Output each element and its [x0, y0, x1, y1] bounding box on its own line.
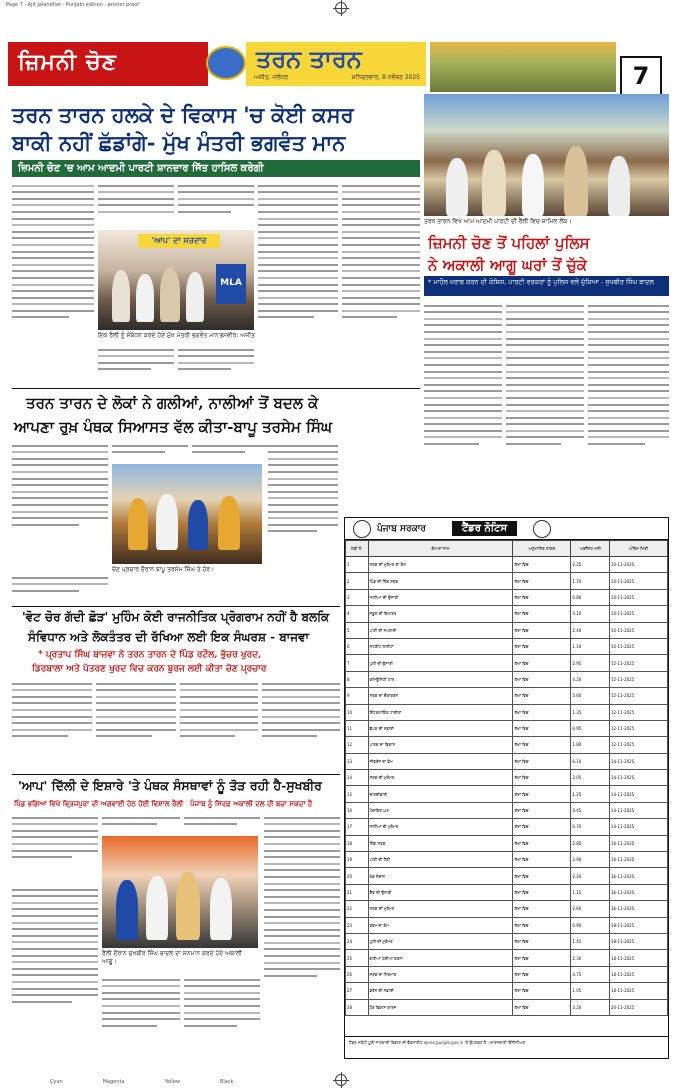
- table-cell: ਚਾਰਦੀਵਾਰੀ: [368, 786, 513, 802]
- table-cell: ਲੱਖਾਂ ਵਿਚ: [513, 884, 571, 900]
- column-header: ਲੜੀ ਨੰ.: [346, 541, 369, 557]
- table-row: [346, 688, 668, 704]
- table-cell: 18-11-2025: [610, 983, 668, 999]
- table-cell: ਪਾਰਕ ਦਾ ਵਿਕਾਸ: [368, 737, 513, 753]
- table-cell: 12-11-2025: [610, 655, 668, 671]
- lead-body-column: [12, 180, 94, 386]
- color-bar-label: Magenta: [102, 1079, 125, 1085]
- table-row: [346, 933, 668, 949]
- table-cell: ਇੰਟਰਲਾਕਿੰਗ ਟਾਈਲਾਂ: [368, 704, 513, 720]
- table-row: [346, 868, 668, 884]
- table-cell: 4.20: [571, 671, 610, 687]
- table-cell: ਲੱਖਾਂ ਵਿਚ: [513, 901, 571, 917]
- table-cell: 7: [346, 655, 369, 671]
- table-cell: ਹੋਰ ਵਿਕਾਸ ਕਾਰਜ: [368, 999, 513, 1015]
- table-cell: 10-11-2025: [610, 622, 668, 638]
- tender-footer: ਟੈਂਡਰ ਸਬੰਧੀ ਪੂਰੀ ਜਾਣਕਾਰੀ ਵਿਭਾਗ ਦੀ ਵੈੱਬਸਾਈਟ eproc.punjab.gov.in 'ਤੇ ਉਪਲਬਧ ਹੈ। ਕਾਰਜਕਾਰੀ ਇੰਜੀਨੀਅਰ: [345, 1036, 668, 1058]
- table-cell: 14-11-2025: [610, 753, 668, 769]
- section-title: ਜ਼ਿਮਨੀ ਚੋਣ: [8, 42, 208, 86]
- table-cell: 6.10: [571, 753, 610, 769]
- table-cell: ਲੱਖਾਂ ਵਿਚ: [513, 868, 571, 884]
- table-cell: 1.05: [571, 983, 610, 999]
- column-header: ਕੰਮ ਦਾ ਨਾਮ: [368, 541, 513, 557]
- table-cell: ਪੰਚਾਇਤ ਘਰ: [368, 802, 513, 818]
- photo-credit: ਤਸਵੀਰ: ਅਜੀਤ: [219, 332, 255, 339]
- table-cell: ਲਿੰਕ ਸੜਕ: [368, 835, 513, 851]
- table-row: [346, 704, 668, 720]
- table-cell: 12-11-2025: [610, 737, 668, 753]
- table-cell: ਲੱਖਾਂ ਵਿਚ: [513, 852, 571, 868]
- story-subhead: ਡਿਰਬਾਲਾ ਅਤੇ ਪੱਤਰਣ ਖੁਰਦ ਵਿਚ ਕਰਨ ਬੁਰਜ ਲਈ ਕੀਤਾ ਚੋਣ ਪ੍ਰਚਾਰ: [32, 664, 267, 674]
- table-cell: 8: [346, 671, 369, 687]
- story-body-column: [268, 440, 338, 576]
- lead-body-column: [98, 344, 174, 386]
- table-cell: ਪਾਣੀ ਦੀ ਟੈਂਕੀ: [368, 852, 513, 868]
- table-cell: ਖੇਡ ਮੈਦਾਨ: [368, 868, 513, 884]
- table-cell: ਸਟਰੀਟ ਲਾਈਟਾਂ: [368, 638, 513, 654]
- table-cell: ਸੜਕ ਦਾ ਚੌੜਾਕਰਨ: [368, 688, 513, 704]
- table-cell: ਲੱਖਾਂ ਵਿਚ: [513, 770, 571, 786]
- table-cell: 12-11-2025: [610, 671, 668, 687]
- table-cell: 14-11-2025: [610, 770, 668, 786]
- table-cell: 0.90: [571, 917, 610, 933]
- table-cell: 2.30: [571, 950, 610, 966]
- table-cell: 6: [346, 638, 369, 654]
- table-cell: 1.25: [571, 786, 610, 802]
- story-body-column: [424, 300, 502, 510]
- table-cell: ਲੱਖਾਂ ਵਿਚ: [513, 966, 571, 982]
- table-row: [346, 770, 668, 786]
- photo-caption: ਤਰਨ ਤਾਰਨ ਵਿਖੇ ਆਮ ਆਦਮੀ ਪਾਰਟੀ ਦੀ ਰੈਲੀ ਵਿਚ ਸ਼ਾਮਿਲ ਲੋਕ।: [424, 218, 572, 225]
- print-footer: [0, 1076, 677, 1089]
- story-headline: ਆਪਣਾ ਰੁਖ਼ ਪੰਥਕ ਸਿਆਸਤ ਵੱਲ ਕੀਤਾ-ਬਾਪੂ ਤਰਸੇਮ ਸਿੰਘ: [14, 418, 333, 436]
- story-body-column: [12, 678, 92, 770]
- masthead-title: ਤਰਨ ਤਾਰਨ: [256, 44, 362, 73]
- table-row: [346, 606, 668, 622]
- table-cell: ਪਾਣੀ ਦੀ ਸਪਲਾਈ: [368, 622, 513, 638]
- table-cell: ਸੜਕ ਦੀ ਮੁਰੰਮਤ: [368, 901, 513, 917]
- table-cell: 12-11-2025: [610, 704, 668, 720]
- story-body-column: [506, 300, 584, 510]
- table-cell: 14-11-2025: [610, 819, 668, 835]
- table-cell: ਲੱਖਾਂ ਵਿਚ: [513, 819, 571, 835]
- table-cell: 22: [346, 901, 369, 917]
- table-cell: 10: [346, 704, 369, 720]
- table-cell: ਲੱਖਾਂ ਵਿਚ: [513, 933, 571, 949]
- table-cell: ਲੱਖਾਂ ਵਿਚ: [513, 638, 571, 654]
- lead-body-column: [258, 180, 338, 386]
- table-cell: 0.80: [571, 589, 610, 605]
- table-row: [346, 753, 668, 769]
- table-row: [346, 638, 668, 654]
- table-cell: 12: [346, 737, 369, 753]
- table-row: [346, 589, 668, 605]
- table-row: [346, 852, 668, 868]
- story-body-column: [102, 974, 180, 1054]
- table-cell: ਡਰੇਨ ਦੀ ਸਫ਼ਾਈ: [368, 983, 513, 999]
- column-header: ਅਨੁਮਾਨਿਤ ਲਾਗਤ: [513, 541, 571, 557]
- tender-govt: ਪੰਜਾਬ ਸਰਕਾਰ: [377, 523, 426, 534]
- story-body-column: [96, 678, 176, 770]
- table-cell: 16-11-2025: [610, 852, 668, 868]
- table-cell: 2: [346, 573, 369, 589]
- story-headline: 'ਵੋਟ ਚੋਰ ਗੱਦੀ ਛੋੜ' ਮੁਹਿੰਮ ਕੋਈ ਰਾਜਨੀਤਿਕ ਪ੍ਰੋਗਰਾਮ ਨਹੀਂ ਹੈ ਬਲਕਿ: [22, 610, 330, 624]
- masthead-photo: [430, 42, 616, 92]
- table-cell: ਲੱਖਾਂ ਵਿਚ: [513, 655, 571, 671]
- story-headline: ਸੰਵਿਧਾਨ ਅਤੇ ਲੋਕਤੰਤਰ ਦੀ ਰੱਖਿਆ ਲਈ ਇਕ ਸੰਘਰਸ਼ - ਬਾਜਵਾ: [28, 630, 309, 644]
- story-body-column: [180, 678, 258, 770]
- table-row: [346, 835, 668, 851]
- table-cell: 20-11-2025: [610, 999, 668, 1015]
- story-subhead: * ਪ੍ਰਤਾਪ ਸਿੰਘ ਬਾਜਵਾ ਨੇ ਤਰਨ ਤਾਰਨ ਦੇ ਪਿੰਡ ਰਟੌਲ, ਭੁੱਚਰ ਖੁਰਦ,: [38, 650, 262, 660]
- table-cell: 18-11-2025: [610, 917, 668, 933]
- photo-caption: ਇਕ ਰੈਲੀ ਨੂੰ ਸੰਬੋਧਨ ਕਰਦੇ ਹੋਏ ਮੁੱਖ ਮੰਤਰੀ ਭਗਵੰਤ ਮਾਨ।: [98, 332, 223, 339]
- table-cell: 26: [346, 966, 369, 982]
- page-number: 7: [620, 56, 662, 96]
- color-bar-label: Cyan: [50, 1079, 63, 1085]
- table-cell: ਸੜਕ ਦੀ ਮੁਰੰਮਤ: [368, 770, 513, 786]
- color-bar-label: Yellow: [164, 1079, 180, 1085]
- table-cell: 10-11-2025: [610, 638, 668, 654]
- table-cell: 18-11-2025: [610, 966, 668, 982]
- story-body-column: [184, 974, 260, 1054]
- table-row: [346, 819, 668, 835]
- lead-photo: [98, 230, 254, 330]
- table-cell: ਲੱਖਾਂ ਵਿਚ: [513, 737, 571, 753]
- table-cell: 4: [346, 606, 369, 622]
- table-cell: 3.45: [571, 802, 610, 818]
- divider: [12, 388, 420, 389]
- table-cell: 1: [346, 557, 369, 573]
- table-header-row: [346, 541, 668, 557]
- table-row: [346, 655, 668, 671]
- table-cell: 28: [346, 999, 369, 1015]
- table-cell: ਸੜਕ ਦੀ ਮੁਰੰਮਤ ਦਾ ਕੰਮ: [368, 557, 513, 573]
- story-body-column: [264, 812, 340, 1054]
- table-cell: 14: [346, 770, 369, 786]
- table-cell: ਲੱਖਾਂ ਵਿਚ: [513, 720, 571, 736]
- divider: [12, 606, 340, 607]
- table-cell: ਸ਼ੈੱਡ ਦੀ ਉਸਾਰੀ: [368, 884, 513, 900]
- table-cell: ਲੱਖਾਂ ਵਿਚ: [513, 704, 571, 720]
- table-cell: 23: [346, 917, 369, 933]
- story-headline: ਨੇ ਅਕਾਲੀ ਆਗੂ ਘਰਾਂ ਤੋਂ ਚੁੱਕੇ: [428, 256, 587, 274]
- table-cell: ਕਮਿਊਨਿਟੀ ਹਾਲ: [368, 671, 513, 687]
- table-cell: ਲੱਖਾਂ ਵਿਚ: [513, 688, 571, 704]
- table-cell: 16: [346, 802, 369, 818]
- table-row: [346, 966, 668, 982]
- table-cell: 1.45: [571, 933, 610, 949]
- table-cell: ਲੱਖਾਂ ਵਿਚ: [513, 983, 571, 999]
- table-cell: 20: [346, 868, 369, 884]
- table-cell: 0.70: [571, 819, 610, 835]
- story-body-column: [588, 300, 669, 510]
- table-cell: ਲੱਖਾਂ ਵਿਚ: [513, 999, 571, 1015]
- divider: [12, 774, 340, 775]
- photo-banner: 'ਆਪ' ਦਾ ਸਰਦਾਰ: [138, 234, 220, 248]
- issue-date: ਸ਼ਨਿਚਰਵਾਰ, 8 ਨਵੰਬਰ 2025: [351, 74, 420, 81]
- department-seal-icon: [533, 520, 551, 538]
- table-cell: ਪਿੰਡ ਦੀ ਲਿੰਕ ਸੜਕ: [368, 573, 513, 589]
- evm-logo-icon: [206, 46, 246, 80]
- story-body-column: [262, 678, 340, 770]
- story2-photo: [112, 464, 262, 564]
- rally-crowd-photo: [424, 94, 669, 216]
- table-cell: 14-11-2025: [610, 802, 668, 818]
- table-cell: 3.90: [571, 852, 610, 868]
- photo-caption: ਰੈਲੀ ਦੌਰਾਨ ਸੁਖਬੀਰ ਸਿੰਘ ਬਾਦਲ ਦਾ ਸਨਮਾਨ ਕਰਦੇ ਹੋਏ ਅਕਾਲੀ ਆਗੂ।: [102, 950, 242, 965]
- lead-body-column: [178, 344, 254, 386]
- table-cell: 12-11-2025: [610, 688, 668, 704]
- table-cell: ਲੱਖਾਂ ਵਿਚ: [513, 917, 571, 933]
- story-strap: ਪਿੰਡ ਭਗਿਆ ਵਿਖੇ ਵ੍ਰਿਜਪੁਰਾ ਦੀ ਅਗਵਾਈ ਹੇਠ ਹੋਈ ਵਿਸ਼ਾਲ ਰੈਲੀ: [14, 800, 184, 808]
- print-slug: Page 7 · Ajit Jalandhar · Punjabi edition · printer proof: [6, 2, 140, 8]
- table-cell: 2.05: [571, 770, 610, 786]
- masthead-banner: [246, 42, 426, 86]
- table-cell: ਲੱਖਾਂ ਵਿਚ: [513, 753, 571, 769]
- masthead: [8, 42, 428, 92]
- table-cell: ਲੱਖਾਂ ਵਿਚ: [513, 835, 571, 851]
- govt-emblem-icon: [353, 520, 371, 538]
- table-cell: 21: [346, 884, 369, 900]
- story-headline: ਤਰਨ ਤਾਰਨ ਦੇ ਲੋਕਾਂ ਨੇ ਗਲੀਆਂ, ਨਾਲੀਆਂ ਤੋਂ ਬਦਲ ਕੇ: [26, 394, 319, 412]
- table-cell: ਸੜਕ ਦਾ ਨਿਰਮਾਣ: [368, 966, 513, 982]
- story-body-column: [12, 572, 108, 602]
- table-cell: 3: [346, 589, 369, 605]
- table-cell: 1.70: [571, 573, 610, 589]
- table-row: [346, 573, 668, 589]
- newspaper-page: [8, 12, 669, 1074]
- table-cell: 9: [346, 688, 369, 704]
- paper-name: ਅਜੀਤ, ਜਲੰਧਰ: [254, 74, 289, 81]
- story-body-column: [12, 884, 98, 1054]
- table-cell: 2.20: [571, 868, 610, 884]
- table-cell: 10-11-2025: [610, 557, 668, 573]
- table-row: [346, 557, 668, 573]
- color-bar-label: Black: [219, 1079, 234, 1085]
- table-cell: ਲੱਖਾਂ ਵਿਚ: [513, 589, 571, 605]
- table-cell: ਲੱਖਾਂ ਵਿਚ: [513, 786, 571, 802]
- table-cell: 16-11-2025: [610, 868, 668, 884]
- table-cell: ਗਲੀਆਂ ਪੱਕੀਆਂ ਕਰਨਾ: [368, 950, 513, 966]
- lead-body-column: [342, 180, 420, 386]
- table-cell: ਨਾਲੀਆਂ ਦੀ ਮੁਰੰਮਤ: [368, 819, 513, 835]
- table-cell: 1.10: [571, 638, 610, 654]
- story-body-column: [184, 812, 260, 834]
- story-body-column: [192, 440, 268, 460]
- table-cell: 13: [346, 753, 369, 769]
- table-cell: ਲੱਖਾਂ ਵਿਚ: [513, 671, 571, 687]
- table-cell: ਪੁਲੀ ਦੀ ਮੁਰੰਮਤ: [368, 933, 513, 949]
- table-cell: 3.10: [571, 606, 610, 622]
- table-cell: ਲੱਖਾਂ ਵਿਚ: [513, 606, 571, 622]
- story-strap: * ਮਾਹੌਲ ਖ਼ਰਾਬ ਕਰਨ ਦੀ ਕੋਸ਼ਿਸ਼, ਪਾਰਟੀ ਵਰਕਰਾਂ ਨੂੰ ਪੁਲਿਸ ਵਲੋਂ ਚੁੱਕਿਆ - ਸੁਖਬੀਰ ਸਿੰਘ ਬਾਦਲ: [424, 276, 669, 296]
- table-row: [346, 802, 668, 818]
- table-cell: 15: [346, 786, 369, 802]
- lead-headline: ਤਰਨ ਤਾਰਨ ਹਲਕੇ ਦੇ ਵਿਕਾਸ 'ਚ ਕੋਈ ਕਸਰ: [12, 102, 354, 127]
- table-cell: 2.95: [571, 655, 610, 671]
- table-cell: ਨਾਲੀਆਂ ਦੀ ਉਸਾਰੀ: [368, 589, 513, 605]
- table-row: [346, 999, 668, 1015]
- table-cell: 2.40: [571, 622, 610, 638]
- table-row: [346, 720, 668, 736]
- table-row: [346, 622, 668, 638]
- table-cell: ਸੀਵਰੇਜ ਦਾ ਕੰਮ: [368, 753, 513, 769]
- story4-photo: [102, 836, 258, 948]
- table-cell: 1.80: [571, 737, 610, 753]
- tender-table: [345, 540, 668, 1016]
- table-cell: ਲੱਖਾਂ ਵਿਚ: [513, 802, 571, 818]
- table-cell: 10-11-2025: [610, 606, 668, 622]
- table-row: [346, 671, 668, 687]
- table-cell: 18: [346, 835, 369, 851]
- column-header: ਅੰਤਿਮ ਮਿਤੀ: [610, 541, 668, 557]
- table-cell: 12-11-2025: [610, 720, 668, 736]
- story-headline: ਜ਼ਿਮਨੀ ਚੋਣ ਤੋਂ ਪਹਿਲਾਂ ਪੁਲਿਸ: [428, 234, 590, 252]
- table-row: [346, 786, 668, 802]
- story-body-column: [102, 812, 180, 834]
- table-cell: 10-11-2025: [610, 573, 668, 589]
- tender-notice: [344, 517, 669, 1059]
- photo-caption: ਚੋਣ ਪ੍ਰਚਾਰ ਦੌਰਾਨ ਬਾਪੂ ਤਰਸੇਮ ਸਿੰਘ ਤੇ ਹੋਰ।: [112, 566, 215, 573]
- table-row: [346, 950, 668, 966]
- table-cell: ਲੱਖਾਂ ਵਿਚ: [513, 557, 571, 573]
- table-cell: 18-11-2025: [610, 950, 668, 966]
- table-row: [346, 901, 668, 917]
- table-cell: 11: [346, 720, 369, 736]
- table-cell: 19: [346, 852, 369, 868]
- lead-body-column: [178, 180, 254, 226]
- table-cell: 16-11-2025: [610, 901, 668, 917]
- table-cell: ਛੱਪੜ ਦੀ ਸਫ਼ਾਈ: [368, 720, 513, 736]
- table-cell: 25: [346, 950, 369, 966]
- tender-title: ਟੈਂਡਰ ਨੋਟਿਸ: [452, 521, 517, 536]
- table-cell: 10-11-2025: [610, 589, 668, 605]
- table-cell: ਲੱਖਾਂ ਵਿਚ: [513, 622, 571, 638]
- table-cell: 0.95: [571, 720, 610, 736]
- column-header: ਅਰਨੈਸਟ ਮਨੀ: [571, 541, 610, 557]
- story-body-column: [12, 812, 98, 880]
- table-cell: 1.15: [571, 884, 610, 900]
- table-cell: ਲੱਖਾਂ ਵਿਚ: [513, 573, 571, 589]
- table-cell: 2.25: [571, 557, 610, 573]
- table-cell: 2.60: [571, 901, 610, 917]
- table-cell: 4.75: [571, 966, 610, 982]
- photo-board: MLA: [216, 264, 246, 304]
- lead-strap: ਜ਼ਿਮਨੀ ਚੋਣ 'ਚ ਆਮ ਆਦਮੀ ਪਾਰਟੀ ਸ਼ਾਨਦਾਰ ਜਿੱਤ ਹਾਸਿਲ ਕਰੇਗੀ: [12, 160, 420, 177]
- table-row: [346, 884, 668, 900]
- story-strap: ਪੰਜਾਬ ਨੂੰ ਸਿਰਫ਼ ਅਕਾਲੀ ਦਲ ਹੀ ਬਚਾ ਸਕਦਾ ਹੈ: [190, 800, 313, 808]
- table-cell: ਪੁਲੀ ਦੀ ਉਸਾਰੀ: [368, 655, 513, 671]
- table-cell: 18-11-2025: [610, 933, 668, 949]
- table-cell: 5: [346, 622, 369, 638]
- table-cell: 3.20: [571, 999, 610, 1015]
- table-row: [346, 737, 668, 753]
- tender-header: [345, 518, 668, 540]
- story-headline: 'ਆਪ' ਦਿੱਲੀ ਦੇ ਇਸ਼ਾਰੇ 'ਤੇ ਪੰਥਕ ਸੰਸਥਾਵਾਂ ਨੂੰ ਤੋੜ ਰਹੀ ਹੈ-ਸੁਖਬੀਰ: [18, 778, 322, 793]
- table-cell: 14-11-2025: [610, 786, 668, 802]
- table-cell: ਸਕੂਲ ਦੀ ਇਮਾਰਤ: [368, 606, 513, 622]
- lead-headline: ਬਾਕੀ ਨਹੀਂ ਛੱਡਾਂਗੇ- ਮੁੱਖ ਮੰਤਰੀ ਭਗਵੰਤ ਮਾਨ: [12, 130, 346, 155]
- story-body-column: [112, 440, 188, 460]
- table-cell: 5.60: [571, 688, 610, 704]
- table-cell: 1.35: [571, 704, 610, 720]
- table-cell: 16-11-2025: [610, 884, 668, 900]
- table-cell: 16-11-2025: [610, 835, 668, 851]
- table-cell: ਬਰਮ ਦਾ ਕੰਮ: [368, 917, 513, 933]
- lead-body-column: [98, 180, 174, 226]
- table-cell: 2.85: [571, 835, 610, 851]
- table-row: [346, 917, 668, 933]
- table-cell: 24: [346, 933, 369, 949]
- table-cell: 17: [346, 819, 369, 835]
- story-body-column: [12, 440, 108, 568]
- table-cell: ਲੱਖਾਂ ਵਿਚ: [513, 950, 571, 966]
- table-row: [346, 983, 668, 999]
- table-cell: 27: [346, 983, 369, 999]
